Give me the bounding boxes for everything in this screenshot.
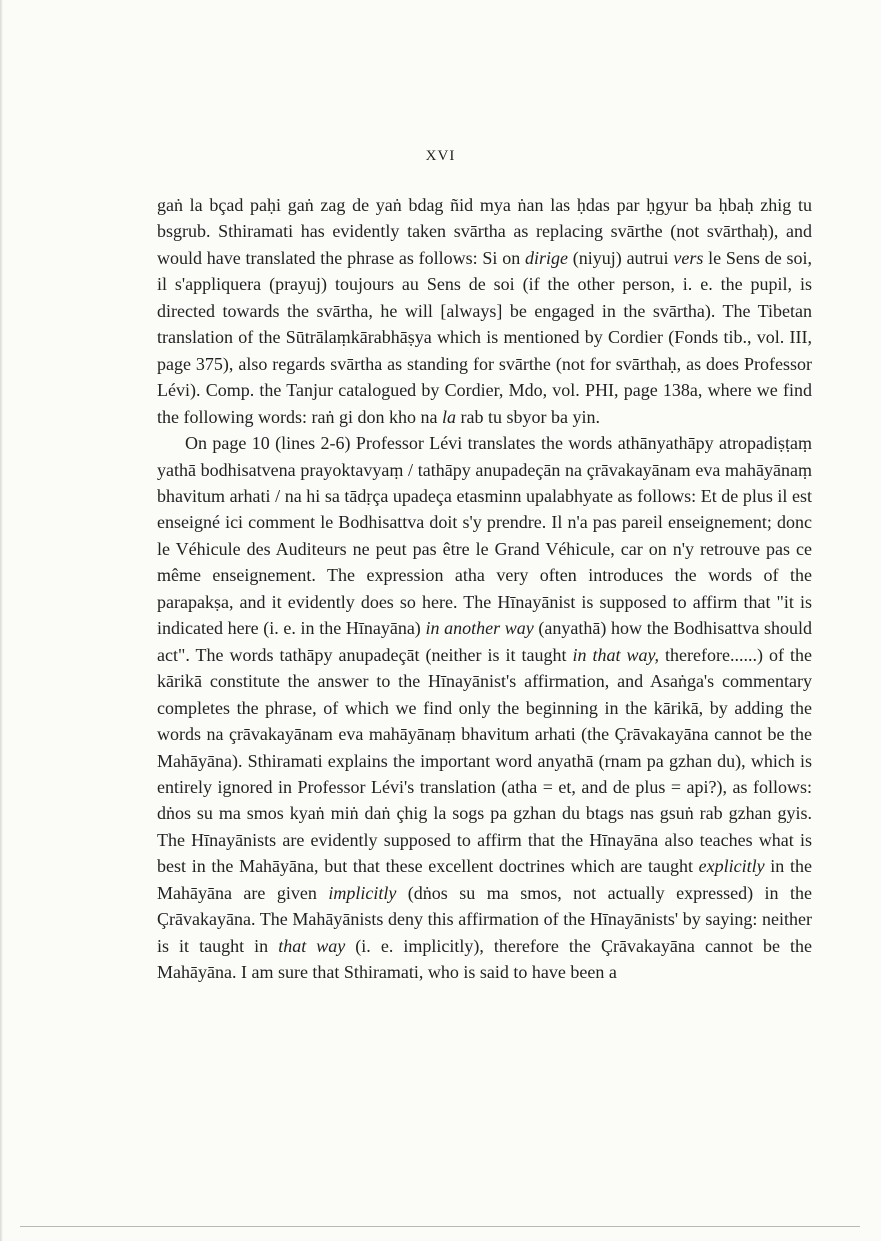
italic-text: in that way, [572,644,660,665]
page-number: XVI [425,148,456,164]
text-run: therefore......) of the kārikā constitute the answer to the Hīnayānist's affirmation, and Asaṅga's commentary completes the phrase, of which we find only the beginning in the kārikā, by adding the words na çrāvakayānam eva mahāyānaṃ bhavitum arhati (the Çrāvakayāna cannot be the Mahāyāna). Sthiramati explains the important word anyathā (rnam pa gzhan du), which is entirely ignored in Professor Lévi's translation (atha = et, and de plus = api?), as follows: dṅos su ma smos kyaṅ miṅ daṅ çhig la sogs pa gzhan du btags nas gsuṅ rab gzhan gyis. The Hīnayānists are evidently supposed to affirm that the Hīnayāna also teaches what is best in the Mahāyāna, but that these excellent doctrines which are taught [157,644,812,877]
italic-text: implicitly [328,882,397,903]
text-run: in the Mahāyāna are given [157,856,812,903]
text-run: le Sens de soi, il s'appliquera (prayuj) toujours au Sens de soi (if the other person, i. e. the pupil, is directed towards the svārtha, he will [always] be engaged in the svārtha). The Tibetan translation of the Sūtrālaṃkārabhāṣya which is mentioned by Cordier (Fonds tib., vol. III, page 375), also regards svārtha as standing for svārthe (not for svārthaḥ, as does Professor Lévi). Comp. the Tanjur catalogued by Cordier, Mdo, vol. PHI, page 138a, where we find the following words: raṅ gi don kho na [157,247,812,427]
italic-text: explicitly [698,856,765,877]
paragraph [157,430,812,986]
text-run: (anyathā) how the Bodhisattva should act". The words tathāpy anupadeçāt (neither is it taught [157,618,812,665]
text-run: (i. e. implicitly), therefore the Çrāvakayāna cannot be the Mahāyāna. I am sure that Sthiramati, who is said to have been a [157,935,813,983]
paragraph [157,192,812,430]
text-run: (niyuj) autrui [568,247,674,268]
text-run: On page 10 (lines 2-6) Professor Lévi translates the words athānyathāpy atropadiṣṭaṃ yathā bodhisatvena prayoktavyaṃ / tathāpy anupadeçān na çrāvakayānam eva mahāyānaṃ bhavitum arhati / na hi sa tādṛça upadeça etasminn upalabhyate as follows: Et de plus il est enseigné ici comment le Bodhisattva doit s'y prendre. Il n'a pas pareil enseignement; donc le Véhicule des Auditeurs ne peut pas être le Grand Véhicule, car on n'y retrouve pas ce même enseignement. The expression atha very often introduces the words of the parapakṣa, and it evidently does so here. The Hīnayānist is supposed to affirm that "it is indicated here (i. e. in the Hīnayāna) [157,433,812,639]
italic-text: dirige [525,247,568,268]
italic-text: in another way [425,618,534,639]
italic-text: that way [278,935,346,956]
italic-text: la [441,406,456,427]
text-run: gaṅ la bçad paḥi gaṅ zag de yaṅ bdag ñid mya ṅan las ḥdas par ḥgyur ba ḥbaḥ zhig tu bsgrub. Sthiramati has evidently taken svārtha as replacing svārthe (not svārthaḥ), and would have translated the phrase as follows: Si on [157,195,812,268]
italic-text: vers [673,247,704,268]
body-text [157,192,812,986]
bottom-rule [20,1226,860,1227]
text-run: (dṅos su ma smos, not actually expressed) in the Çrāvakayāna. The Mahāyānists deny this affirmation of the Hīnayānists' by saying: neither is it taught in [157,882,812,956]
text-run: rab tu sbyor ba yin. [455,406,600,427]
page-edge-shadow [0,0,3,1241]
